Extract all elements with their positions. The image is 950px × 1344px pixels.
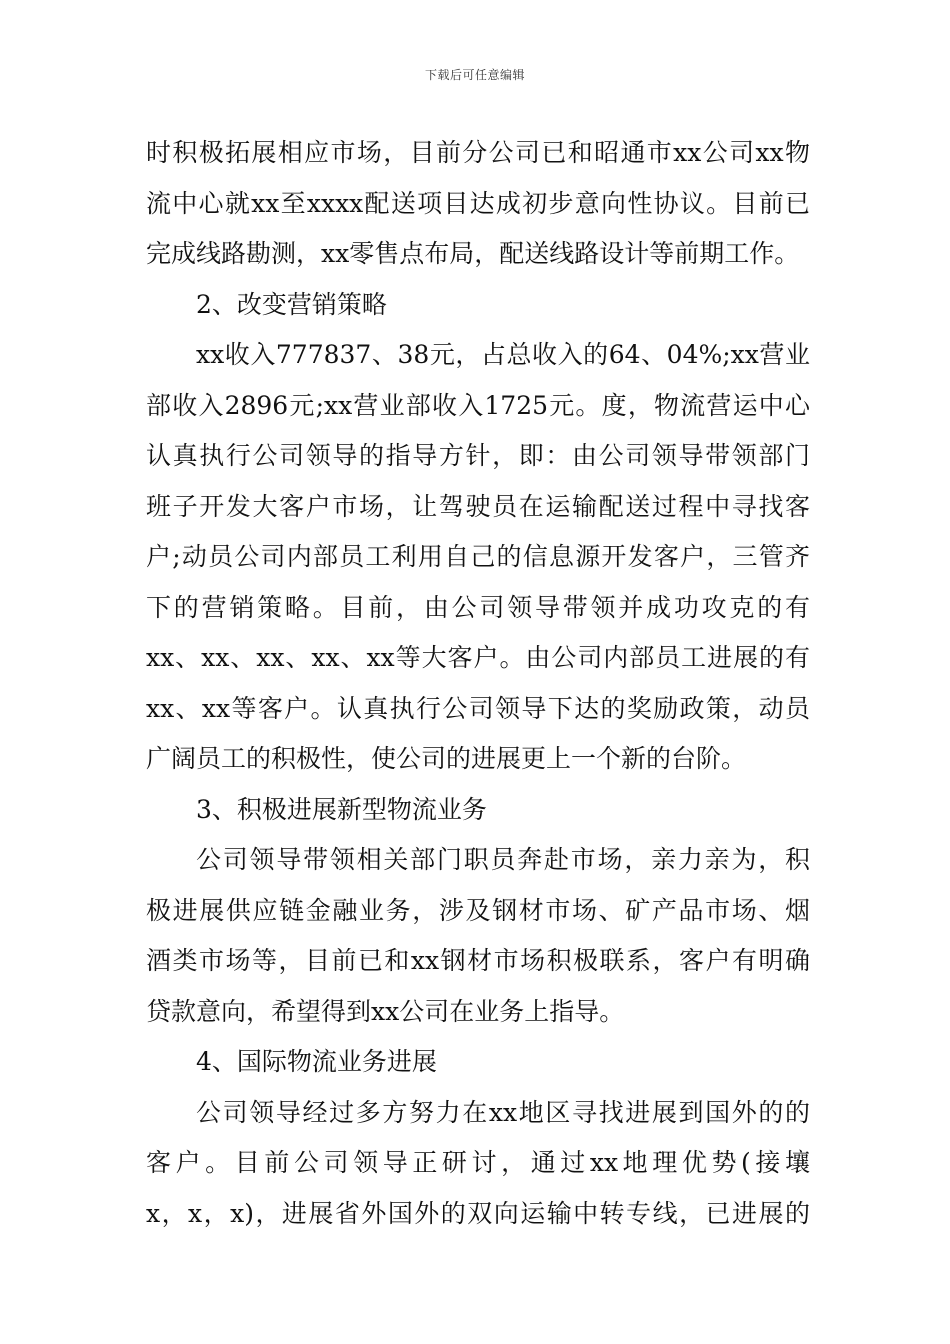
text-line: 流中心就xx至xxxx配送项目达成初步意向性协议。目前已: [146, 188, 810, 218]
text-line: 班子开发大客户市场，让驾驶员在运输配送过程中寻找客: [146, 491, 810, 521]
text-line: 完成线路勘测，xx零售点布局，配送线路设计等前期工作。: [146, 239, 800, 268]
text-line: 广阔员工的积极性，使公司的进展更上一个新的台阶。: [146, 744, 747, 773]
text-line: 认真执行公司领导的指导方针，即：由公司领导带领部门: [146, 441, 810, 470]
text-line: 下的营销策略。目前，由公司领导带领并成功攻克的有: [146, 592, 810, 622]
text-line: xx收入777837、38元，占总收入的64、04%;xx营业: [196, 340, 810, 369]
text-line: 贷款意向，希望得到xx公司在业务上指导。: [146, 996, 625, 1026]
text-line: 公司领导带领相关部门职员奔赴市场，亲力亲为，积: [196, 845, 810, 874]
text-line: xx、xx、xx、xx、xx等大客户。由公司内部员工进展的有: [146, 643, 810, 672]
page-header-note: 下载后可任意编辑: [424, 68, 525, 82]
section-heading: 3、积极进展新型物流业务: [196, 794, 487, 824]
text-line: 户;动员公司内部员工利用自己的信息源开发客户，三管齐: [146, 542, 810, 571]
text-line: 极进展供应链金融业务，涉及钢材市场、矿产品市场、烟: [146, 895, 810, 925]
section-heading: 4、国际物流业务进展: [196, 1047, 437, 1076]
text-line: 时积极拓展相应市场，目前分公司已和昭通市xx公司xx物: [146, 138, 810, 167]
document-body: [146, 128, 810, 1239]
text-line: xx、xx等客户。认真执行公司领导下达的奖励政策，动员: [146, 693, 810, 723]
text-line: 客户。目前公司领导正研讨，通过xx地理优势(接壤: [146, 1148, 810, 1177]
text-line: 部收入2896元;xx营业部收入1725元。度，物流营运中心: [146, 390, 810, 420]
text-line: 公司领导经过多方努力在xx地区寻找进展到国外的的: [196, 1097, 810, 1127]
text-line: x，x，x)，进展省外国外的双向运输中转专线，已进展的: [146, 1198, 810, 1228]
section-heading: 2、改变营销策略: [196, 289, 387, 319]
text-line: 酒类市场等，目前已和xx钢材市场积极联系，客户有明确: [146, 946, 810, 975]
